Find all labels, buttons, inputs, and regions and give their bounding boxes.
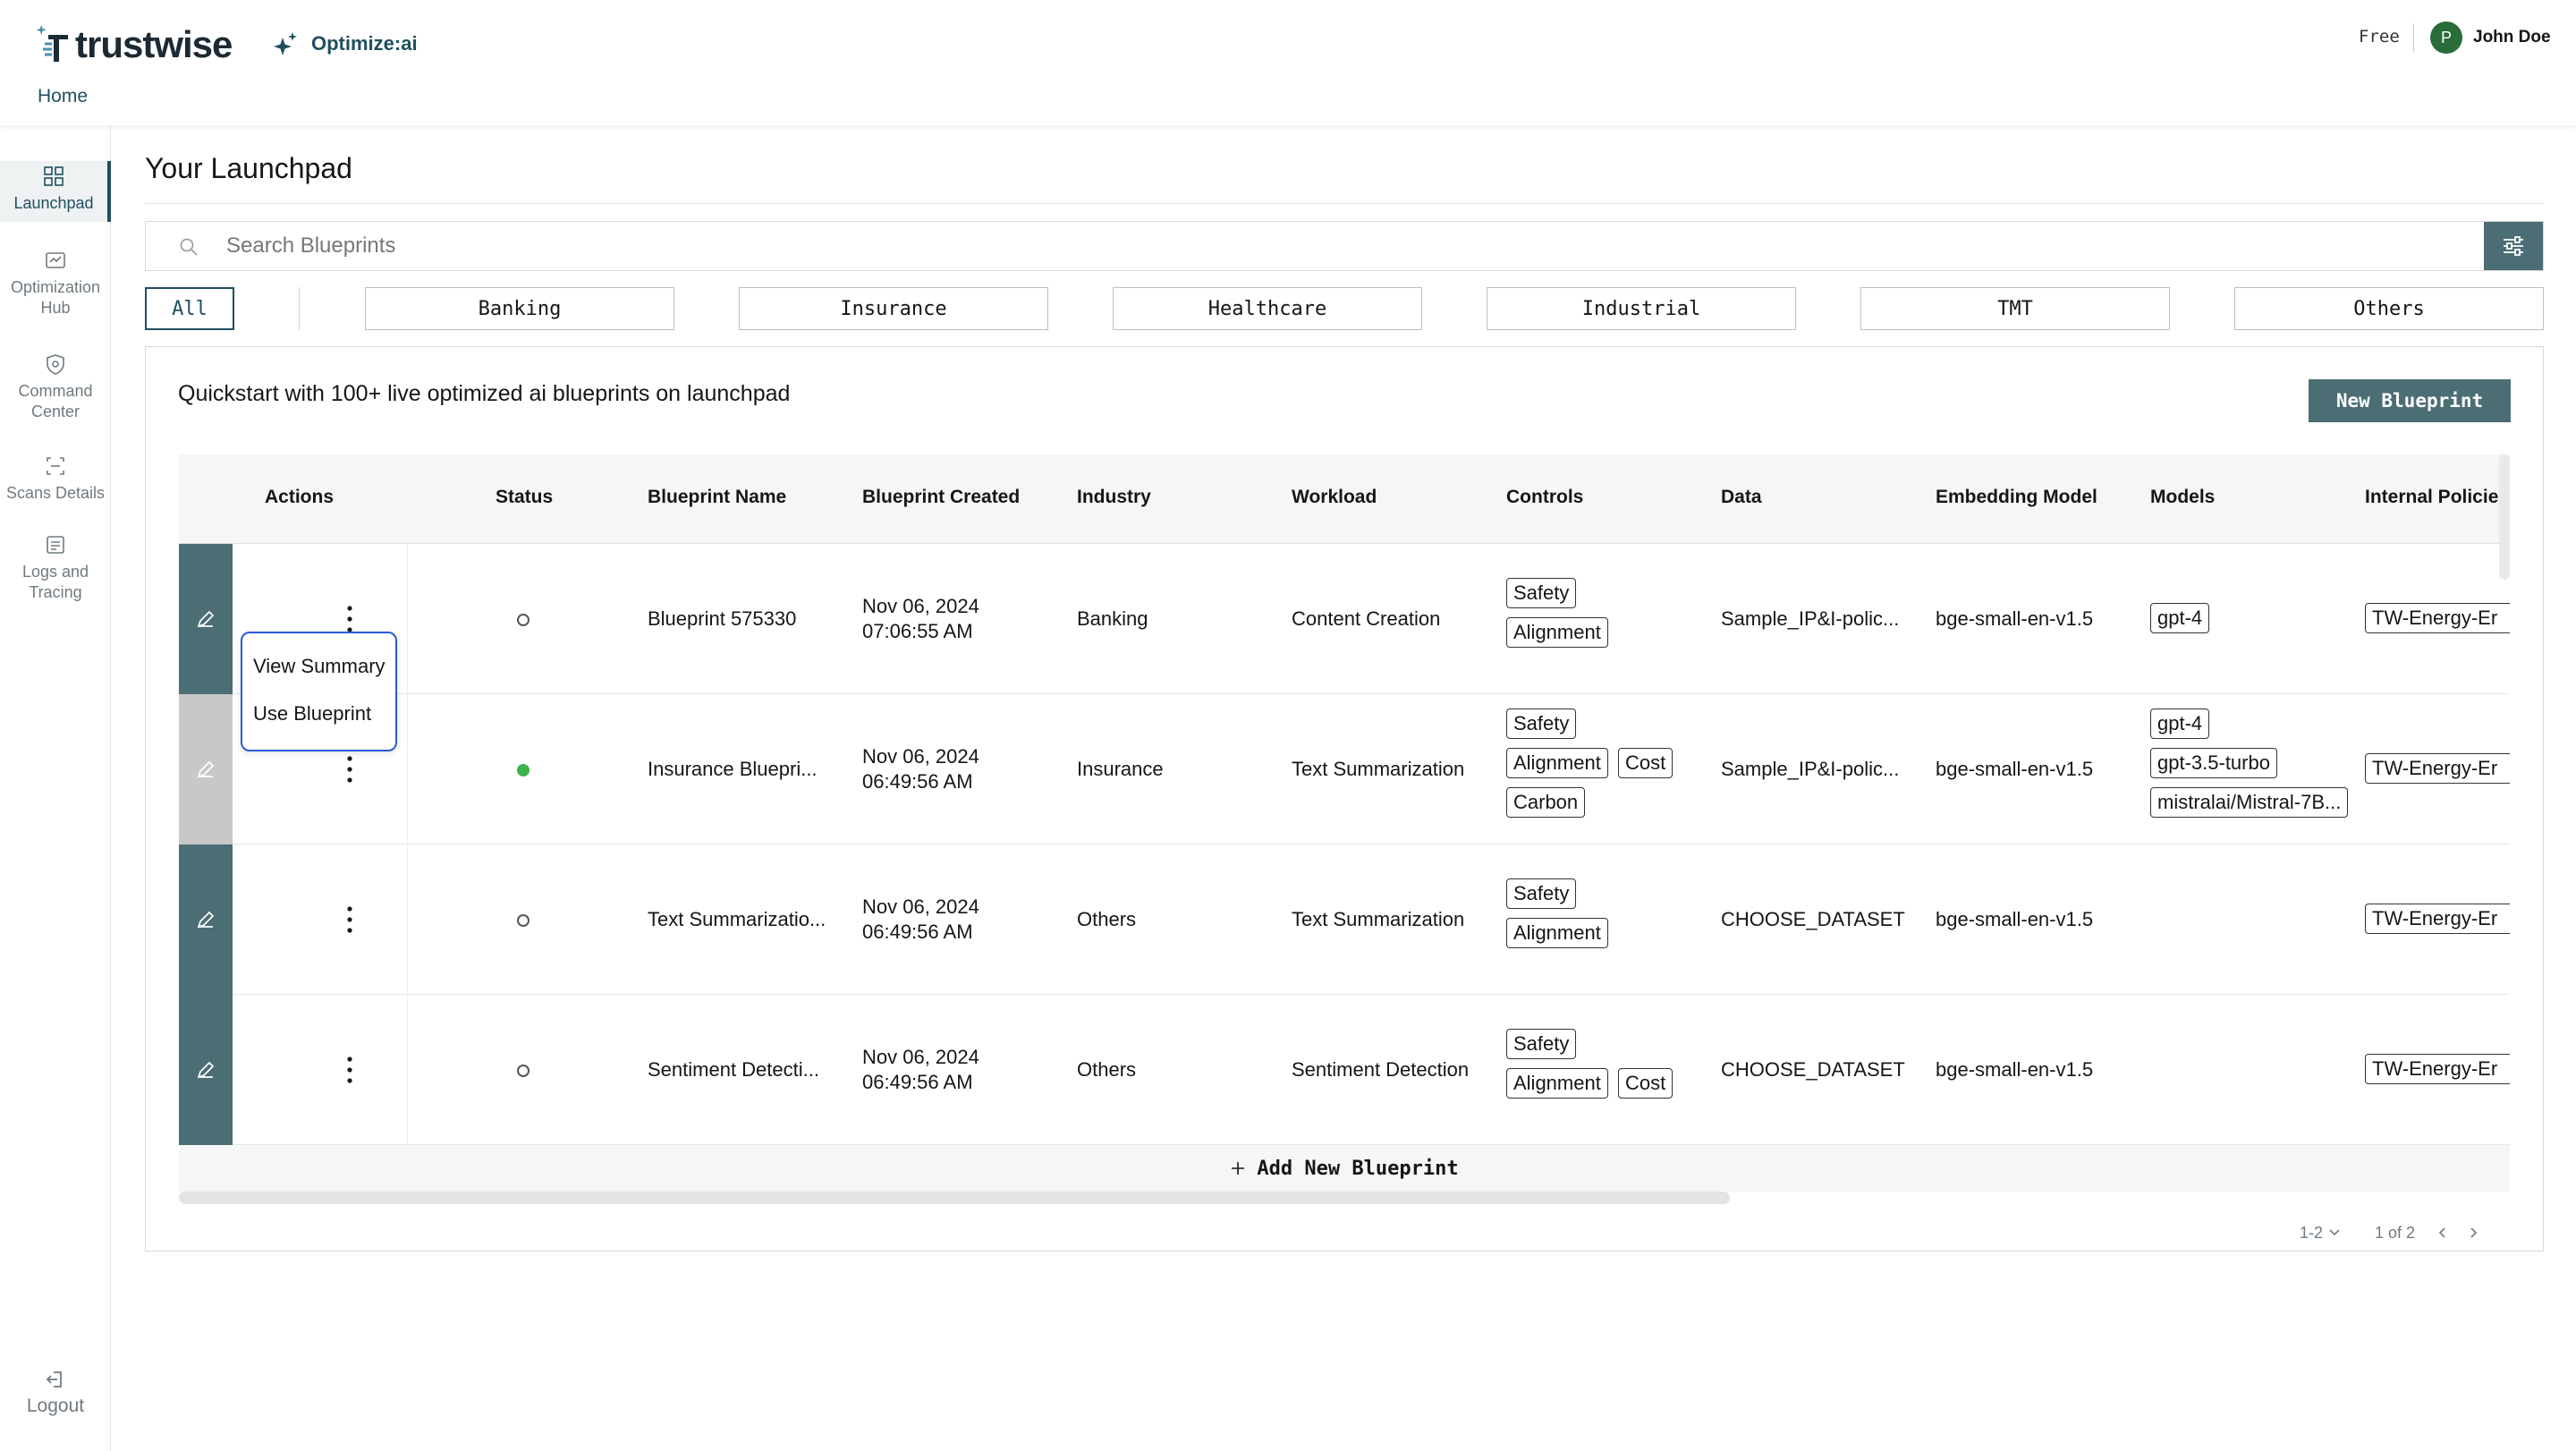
logout-button[interactable] (0, 1367, 111, 1417)
new-blueprint-button[interactable]: New Blueprint (2309, 379, 2511, 422)
row-actions-menu (241, 632, 397, 751)
logout-label: Logout (26, 1396, 85, 1416)
workload: Sentiment Detection (1292, 1058, 1470, 1081)
column-header-data[interactable]: Data (1721, 487, 1762, 507)
filter-chip-insurance[interactable]: Insurance (739, 287, 1048, 330)
blueprint-name[interactable]: Sentiment Detecti... (648, 1058, 819, 1081)
status-indicator (517, 1065, 530, 1077)
created-date: Nov 06, 2024 (862, 595, 979, 617)
product-name: Optimize:ai (311, 32, 418, 55)
search-input[interactable] (226, 222, 2552, 270)
sidebar-item-logs-and-tracing[interactable] (0, 533, 111, 603)
table-row (179, 694, 2510, 844)
created-time: 06:49:56 AM (862, 1071, 973, 1093)
embedding-model: bge-small-en-v1.5 (1936, 607, 2094, 630)
edit-button[interactable] (179, 694, 233, 844)
control-tag: Alignment (1506, 918, 1608, 948)
blueprint-name[interactable]: Insurance Bluepri... (648, 758, 818, 780)
column-header-embedding-model[interactable]: Embedding Model (1936, 487, 2097, 507)
dataset: Sample_IP&I-polic... (1721, 758, 1900, 780)
table-row (179, 995, 2510, 1145)
column-header-models[interactable]: Models (2150, 487, 2216, 507)
menu-item-view-summary[interactable]: View Summary (253, 655, 386, 677)
add-new-blueprint-button[interactable] (179, 1145, 2510, 1192)
created-time: 07:06:55 AM (862, 620, 973, 642)
blueprint-name[interactable]: Blueprint 575330 (648, 607, 797, 630)
column-header-status[interactable]: Status (496, 487, 554, 507)
control-tag: Alignment (1506, 617, 1608, 648)
table-row (179, 844, 2510, 995)
column-header-created[interactable]: Blueprint Created (862, 487, 1021, 507)
sidebar (0, 125, 111, 1451)
brand-name: trustwise (75, 23, 233, 65)
policy-tag: TW-Energy-Er (2365, 753, 2510, 784)
filter-separator (299, 287, 300, 330)
page-size-select[interactable] (2300, 1224, 2342, 1243)
edit-button[interactable] (179, 544, 233, 694)
model-tag: gpt-3.5-turbo (2150, 748, 2277, 778)
logout-icon (43, 1367, 68, 1392)
blueprints-table (179, 454, 2510, 1192)
model-tag: mistralai/Mistral-7B... (2150, 787, 2348, 818)
kebab-menu-icon[interactable] (346, 1054, 353, 1086)
industry: Banking (1077, 607, 1148, 630)
filter-chip-banking[interactable]: Banking (365, 287, 674, 330)
filter-chip-others[interactable]: Others (2234, 287, 2544, 330)
industry: Others (1077, 908, 1137, 930)
page-indicator: 1 of 2 (2375, 1224, 2416, 1242)
plus-icon (1230, 1160, 1246, 1176)
optimization-hub-icon (44, 249, 67, 272)
app-header (0, 0, 2576, 125)
page-range: 1-2 (2300, 1224, 2324, 1242)
shield-icon (44, 352, 67, 376)
edit-button[interactable] (179, 995, 233, 1145)
industry: Insurance (1077, 758, 1164, 780)
policy-tag: TW-Energy-Er (2365, 603, 2510, 633)
actions-cell (233, 844, 408, 995)
created-date: Nov 06, 2024 (862, 1046, 979, 1068)
status-indicator (517, 764, 530, 776)
sidebar-item-label: Command Center (18, 382, 93, 420)
pencil-icon (195, 909, 216, 930)
control-tag: Carbon (1506, 787, 1585, 818)
pencil-icon (195, 608, 216, 630)
filter-chip-all[interactable]: All (145, 287, 234, 330)
actions-cell (233, 995, 408, 1145)
sidebar-item-launchpad[interactable] (0, 161, 111, 222)
pencil-icon (195, 759, 216, 780)
scans-icon (44, 454, 67, 478)
column-header-controls[interactable]: Controls (1506, 487, 1584, 507)
avatar[interactable]: P (2430, 21, 2462, 54)
filter-chip-industrial[interactable]: Industrial (1487, 287, 1796, 330)
sidebar-item-label: Launchpad (13, 194, 94, 212)
filter-chip-healthcare[interactable]: Healthcare (1113, 287, 1422, 330)
table-row (179, 544, 2510, 694)
sidebar-item-label: Scans Details (5, 484, 106, 502)
control-tag: Cost (1618, 1068, 1673, 1099)
kebab-menu-icon[interactable] (346, 603, 353, 635)
user-name[interactable]: John Doe (2473, 28, 2551, 47)
sidebar-item-command-center[interactable] (0, 352, 111, 422)
edit-button[interactable] (179, 844, 233, 995)
control-tag: Safety (1506, 1029, 1576, 1059)
search-bar (145, 221, 2544, 271)
vertical-scrollbar[interactable] (2499, 454, 2510, 580)
status-indicator (517, 914, 530, 927)
created-time: 06:49:56 AM (862, 921, 973, 943)
workload: Text Summarization (1292, 758, 1465, 780)
add-new-blueprint-label: Add New Blueprint (1257, 1157, 1459, 1180)
sidebar-item-scans-details[interactable] (0, 454, 111, 504)
table-header (179, 454, 2510, 544)
model-tag: gpt-4 (2150, 603, 2209, 633)
chevron-right-icon[interactable] (2466, 1226, 2480, 1240)
chevron-down-icon (2327, 1227, 2342, 1238)
status-indicator (517, 614, 530, 626)
kebab-menu-icon[interactable] (346, 904, 353, 936)
industry: Others (1077, 1058, 1137, 1081)
control-tag: Safety (1506, 878, 1576, 909)
launchpad-icon (42, 165, 65, 188)
dataset: Sample_IP&I-polic... (1721, 607, 1900, 630)
control-tag: Cost (1618, 748, 1673, 778)
column-header-actions[interactable]: Actions (265, 487, 335, 507)
embedding-model: bge-small-en-v1.5 (1936, 758, 2094, 780)
created-date: Nov 06, 2024 (862, 745, 979, 768)
panel-title: Quickstart with 100+ live optimized ai blueprints on launchpad (178, 381, 791, 406)
control-tag: Safety (1506, 578, 1576, 608)
workload: Text Summarization (1292, 908, 1465, 930)
control-tag: Alignment (1506, 1068, 1608, 1099)
menu-item-use-blueprint[interactable]: Use Blueprint (253, 702, 372, 725)
column-header-name[interactable]: Blueprint Name (648, 487, 787, 507)
title-divider (145, 203, 2544, 204)
trustwise-logo-icon (36, 22, 72, 67)
dataset: CHOOSE_DATASET (1721, 1058, 1905, 1081)
control-tag: Safety (1506, 709, 1576, 739)
column-header-industry[interactable]: Industry (1077, 487, 1151, 507)
brand-logo[interactable] (36, 18, 232, 72)
blueprints-panel (145, 346, 2544, 1252)
embedding-model: bge-small-en-v1.5 (1936, 1058, 2094, 1081)
embedding-model: bge-small-en-v1.5 (1936, 908, 2094, 930)
filter-chip-tmt[interactable]: TMT (1860, 287, 2170, 330)
policy-tag: TW-Energy-Er (2365, 904, 2510, 934)
model-tag: gpt-4 (2150, 709, 2209, 739)
dataset: CHOOSE_DATASET (1721, 908, 1905, 930)
column-header-internal-policies[interactable]: Internal Policie (2365, 487, 2499, 507)
blueprint-name[interactable]: Text Summarizatio... (648, 908, 826, 930)
chevron-left-icon[interactable] (2436, 1226, 2450, 1240)
created-date: Nov 06, 2024 (862, 895, 979, 918)
horizontal-scrollbar[interactable] (179, 1192, 1730, 1204)
kebab-menu-icon[interactable] (346, 753, 353, 785)
pencil-icon (195, 1059, 216, 1081)
product-switcher[interactable] (272, 30, 418, 57)
sliders-icon (2501, 233, 2526, 259)
sidebar-item-label: Logs and Tracing (21, 563, 89, 601)
filter-settings-button[interactable] (2484, 222, 2543, 270)
breadcrumb-home[interactable]: Home (38, 86, 89, 106)
workload: Content Creation (1292, 607, 1441, 630)
search-icon (178, 236, 199, 258)
created-time: 06:49:56 AM (862, 770, 973, 793)
column-header-workload[interactable]: Workload (1292, 487, 1377, 507)
header-divider (2413, 23, 2414, 52)
sidebar-item-label: Optimization Hub (10, 278, 101, 317)
control-tag: Alignment (1506, 748, 1608, 778)
page-title: Your Launchpad (145, 152, 352, 184)
sidebar-item-optimization-hub[interactable] (0, 249, 111, 318)
sparkle-icon (272, 30, 299, 57)
logs-icon (44, 533, 67, 556)
plan-badge: Free (2359, 27, 2400, 47)
policy-tag: TW-Energy-Er (2365, 1054, 2510, 1084)
